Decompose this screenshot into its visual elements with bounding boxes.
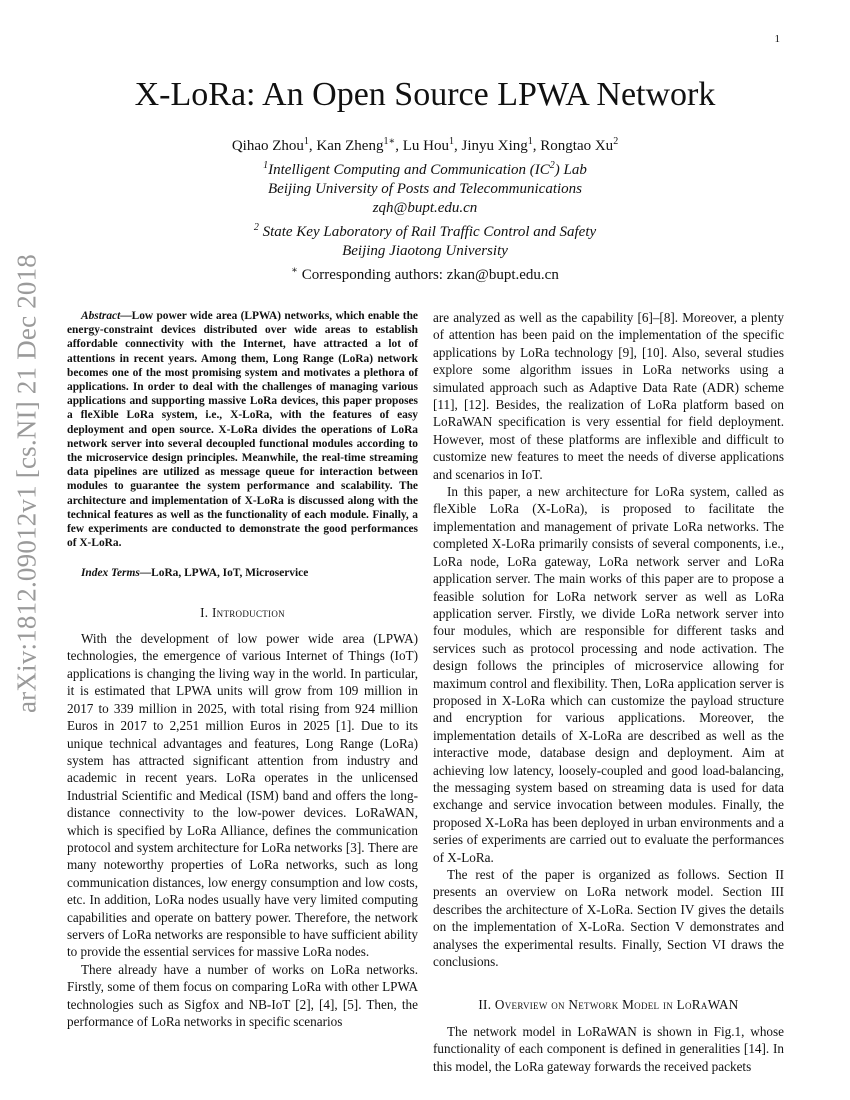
right-column: [433, 309, 784, 1075]
arxiv-stamp-text: arXiv:1812.09012v1 [cs.NI] 21 Dec 2018: [11, 253, 42, 713]
author-mark: 1: [527, 136, 533, 147]
paper-title: X-LoRa: An Open Source LPWA Network: [134, 76, 716, 113]
abstract-text: —Low power wide area (LPWA) networks, which enable the energy-constraint devices distributed over wide areas to establish affordable connectivity with the Internet, have attracted a lot of attentions in recent years. Among them, Long Range (LoRa) network becomes one of the most promising system and motivates a plethora of applications. In order to deal with the challenges of managing various applications and supporting massive LoRa devices, this paper proposes a fleXible LoRa system, i.e., X-LoRa, with the features of easy deployment and open source. X-LoRa divides the operations of LoRa network server into several decoupled functional modules according to the microservice design principles. Meanwhile, the real-time streaming data pipelines are utilized as message queue for interaction between modules to guarantee the system performance and scalability. The architecture and implementation of X-LoRa is discussed along with the technical features as well as the functionality of each module. Finally, a few experiments are conducted to demonstrate the good performances of X-LoRa.: [67, 310, 418, 550]
author-name: Kan Zheng: [316, 138, 384, 154]
paragraph: In this paper, a new architecture for LoRa system, called as fleXible LoRa (X-LoRa), is proposed to facilitate the implementation and management of private LoRa networks. The completed X-LoRa primarily consists of several components, i.e., LoRa node, LoRa gateway, LoRa network server and LoRa application server. The main works of this paper are to propose a feasible solution for LoRa network server as well as LoRa application server. Firstly, we divide LoRa network server into four modules, which are responsible for different tasks and services such as protocol processing and node activation. The design follows the principles of microservice allowing for maximum control and flexibility. Then, LoRa application server is proposed in X-LoRa which can customize the payload structure and encryption for various applications. Moreover, the implementation details of X-LoRa are described as well as the interactive mode, database design and deployment. Aim at achieving low latency, loosely-coupled and good load-balancing, the messaging system based on streaming data is used for data exchange and service invocation between modules. Finally, the proposed X-LoRa has been deployed in urban environments and a series of experiments are carried out to evaluate the performances of X-LoRa.: [433, 484, 784, 865]
author-mark: 1: [303, 136, 309, 147]
section-heading-overview: II. Overview on Network Model in LoRaWAN: [478, 997, 739, 1013]
corresponding-authors: ∗ Corresponding authors: zkan@bupt.edu.cn: [291, 265, 559, 283]
page-number: 1: [774, 33, 780, 45]
author-block: [0, 132, 850, 285]
author-names: Qihao Zhou$^1$, Kan Zheng$^{1∗}$, Lu Hou$^1$, Jinyu Xing$^1$, Rongtao Xu$^2$: [231, 136, 619, 154]
corresponding-mark: ∗: [291, 265, 298, 276]
abstract: [67, 309, 418, 550]
section-heading-introduction: I. Introduction: [200, 604, 285, 620]
author-name: Qihao Zhou: [231, 138, 304, 154]
paragraph: are analyzed as well as the capability [6]–[8]. Moreover, a plenty of attention has been paid on the implementation of the specific applications by LoRa technology [9], [10]. Also, several studies explore some algorithm issues in LoRa networks using a simulated approach such as Adaptive Data Rate (ADR) scheme [11], [12]. Besides, the realization of LoRa platform based on LoRaWAN specification is very essential for field deployment. However, most of these platforms are inflexible and difficult to customize new features to meet the needs of diverse applications and scenarios in IoT.: [433, 310, 784, 482]
left-column: [67, 309, 418, 1030]
index-terms-text: —LoRa, LPWA, IoT, Microservice: [139, 567, 309, 580]
author-mark: 1: [449, 136, 454, 147]
paragraph: The rest of the paper is organized as follows. Section II presents an overview on LoRa network model. Section III describes the architecture of X-LoRa. Section IV gives the details on the implementation of X-LoRa. Section V demonstrates and analyses the experimental results. Finally, Section VI draws the conclusions.: [433, 867, 784, 970]
affiliation-2: $^2$ State Key Laboratory of Rail Traffic Control and Safety: [253, 222, 597, 240]
paragraph: With the development of low power wide area (LPWA) technologies, the emergence of various Internet of Things (IoT) applications is changing the living way in the world. In particular, it is estimated that LPWA units will grow from 109 million in 2017 to 339 million in 2025, with total rising from 924 million Euros in 2017 to 2,251 million Euros in 2025 [1]. Due to its unique technical advantages and features, Long Range (LoRa) system has attracted significant attention from industry and academic in recent years. LoRa operates in the unlicensed Industrial Scientific and Medical (ISM) band and offers the long-distance connectivity to the low-power devices. LoRaWAN, which is specified by LoRa Alliance, defines the communication protocol and system architecture for LoRa networks [3]. There are many noteworthy properties of LoRa networks, such as long communication distances, low energy consumption and low costs, etc. In addition, LoRa nodes usually have very limited computing capabilities and operate on battery power. Therefore, the network servers of LoRa networks are responsible to have sufficient ability to provide the essential services for massive LoRa nodes.: [67, 631, 418, 960]
paragraph: There already have a number of works on LoRa networks. Firstly, some of them focus on comparing LoRa with other LPWA technologies such as Sigfox and NB-IoT [2], [4], [5]. Then, the performance of LoRa networks in specific scenarios: [67, 961, 418, 1029]
abstract-lead: Abstract: [81, 310, 121, 322]
affiliation-mark: 1: [263, 160, 269, 171]
author-name: Lu Hou: [402, 138, 449, 154]
affiliation-1-email: zqh@bupt.edu.cn: [372, 200, 478, 216]
index-terms: [67, 566, 418, 580]
author-mark: 1∗: [383, 136, 396, 147]
author-name: Jinyu Xing: [461, 138, 528, 154]
affiliation-mark: 2: [253, 222, 259, 233]
author-name: Rongtao Xu: [540, 138, 614, 154]
affiliation-2-university: Beijing Jiaotong University: [342, 243, 508, 259]
affiliation-1: $^1$Intelligent Computing and Communication $(IC^2)$ Lab: [263, 160, 587, 178]
author-mark: 2: [613, 136, 619, 147]
paragraph: The network model in LoRaWAN is shown in Fig.1, whose functionality of each component is defined in generalities [14]. In this model, the LoRa gateway forwards the received packets: [433, 1023, 784, 1074]
index-terms-lead: Index Terms: [81, 567, 140, 580]
affiliation-1-university: Beijing University of Posts and Telecommunications: [268, 181, 582, 197]
